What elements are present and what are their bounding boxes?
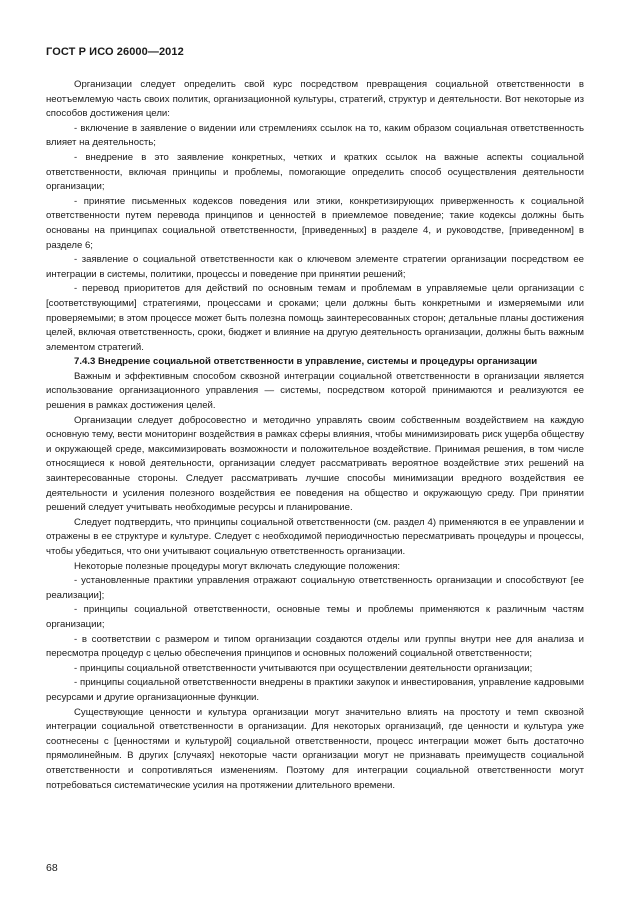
document-header: ГОСТ Р ИСО 26000—2012	[46, 46, 184, 58]
paragraph: Некоторые полезные процедуры могут включать следующие положения:	[74, 560, 401, 572]
list-item: - установленные практики управления отражают социальную ответственность организации и способствуют [ее реализации];	[46, 575, 584, 601]
paragraph: Следует подтвердить, что принципы социальной ответственности (см. раздел 4) применяются в ее управлении и отражены в ее структуре и культуре. Следует с необходимой периодичностью пересматривать процедуры и процессы, чтобы убедиться, что они учитывают социальную ответственность организации.	[46, 516, 584, 557]
paragraph: Важным и эффективным способом сквозной интеграции социальной ответственности в организации является использование организационного управления — системы, посредством которой принимаются и реализуются ее решения в рамках достижения целей.	[46, 370, 584, 412]
list-item: - в соответствии с размером и типом организации создаются отделы или группы внутри нее для анализа и пересмотра процедур с целью обеспечения принципов и основных положений социальной ответственности;	[46, 633, 584, 660]
list-item: - принятие письменных кодексов поведения или этики, конкретизирующих приверженность к социальной ответственности путем перевода принципов и ценностей в приемлемое поведение; такие кодексы должны быть основаны на принципах социальной ответственности, [приведенных] в разделе 4, и руководстве, [приведенном] в разделе 6;	[46, 195, 584, 251]
list-item: - внедрение в это заявление конкретных, четких и кратких ссылок на важные аспекты социальной ответственности, включая принципы и проблемы, помогающие определить способ осуществления деятельности организации;	[46, 151, 584, 193]
paragraph: Организации следует добросовестно и методично управлять своим собственным воздействием на каждую основную тему, вести мониторинг воздействия в рамках сферы влияния, чтобы минимизировать риск ущерба обществу и окружающей среде, максимизировать возможности и положительное воздействие. Принимая решения, в том числе относящиеся к новой деятельности, организации следует рассматривать вероятное воздействие этих решений на заинтересованные стороны. Следует рассматривать лучшие способы минимизации вредного воздействия ее деятельности и усиления полезного воздействия ее поведения на общество и окружающую среду. При принятии решений следует учитывать необходимые ресурсы и планирование.	[46, 414, 584, 514]
paragraph: Организации следует определить свой курс посредством превращения социальной ответственности в неотъемлемую часть своих политик, организационной культуры, стратегий, структур и деятельности. Вот некоторые из способов достижения цели:	[46, 79, 584, 120]
paragraph: Существующие ценности и культура организации могут значительно влиять на простоту и темп сквозной интеграции социальной ответственности в организации. Для некоторых организаций, где ценности и культура уже соотнесены с [ценностями и культурой] социальной ответственности, процесс интеграции может быть достаточно прямолинейным. В других [случаях] некоторые части организации могут не признавать преимуществ социальной ответственности и сопротивляться изменениям. Поэтому для интеграции социальной ответственности могут потребоваться систематические усилия на протяжении длительного времени.	[46, 706, 584, 791]
list-item: - принципы социальной ответственности учитываются при осуществлении деятельности организации;	[74, 662, 533, 674]
list-item: - принципы социальной ответственности, основные темы и проблемы применяются к различным частям организации;	[46, 604, 584, 630]
list-item: - перевод приоритетов для действий по основным темам и проблемам в управляемые цели организации с [соответствующими] стратегиями, процессами и сроками; цели должны быть конкретными и измеряемыми или проверяемыми; в этом процессе может быть полезна помощь заинтересованных сторон; детальные планы достижения целей, включая ответственность, сроки, бюджет и влияние на другую деятельность организации, должны быть важным элементом стратегий.	[46, 283, 584, 353]
section-heading: 7.4.3 Внедрение социальной ответственности в управление, системы и процедуры организации	[74, 356, 538, 368]
list-item: - включение в заявление о видении или стремлениях ссылок на то, каким образом социальная ответственность влияет на деятельность;	[46, 122, 584, 149]
list-item: - принципы социальной ответственности внедрены в практики закупок и инвестирования, управление кадровыми ресурсами и другие организационные функции.	[46, 677, 584, 703]
list-item: - заявление о социальной ответственности как о ключевом элементе стратегии организации посредством ее интеграции в системы, политики, процессы и поведение при принятии решений;	[46, 254, 584, 280]
page-number: 68	[46, 862, 58, 874]
document-body	[46, 78, 584, 793]
